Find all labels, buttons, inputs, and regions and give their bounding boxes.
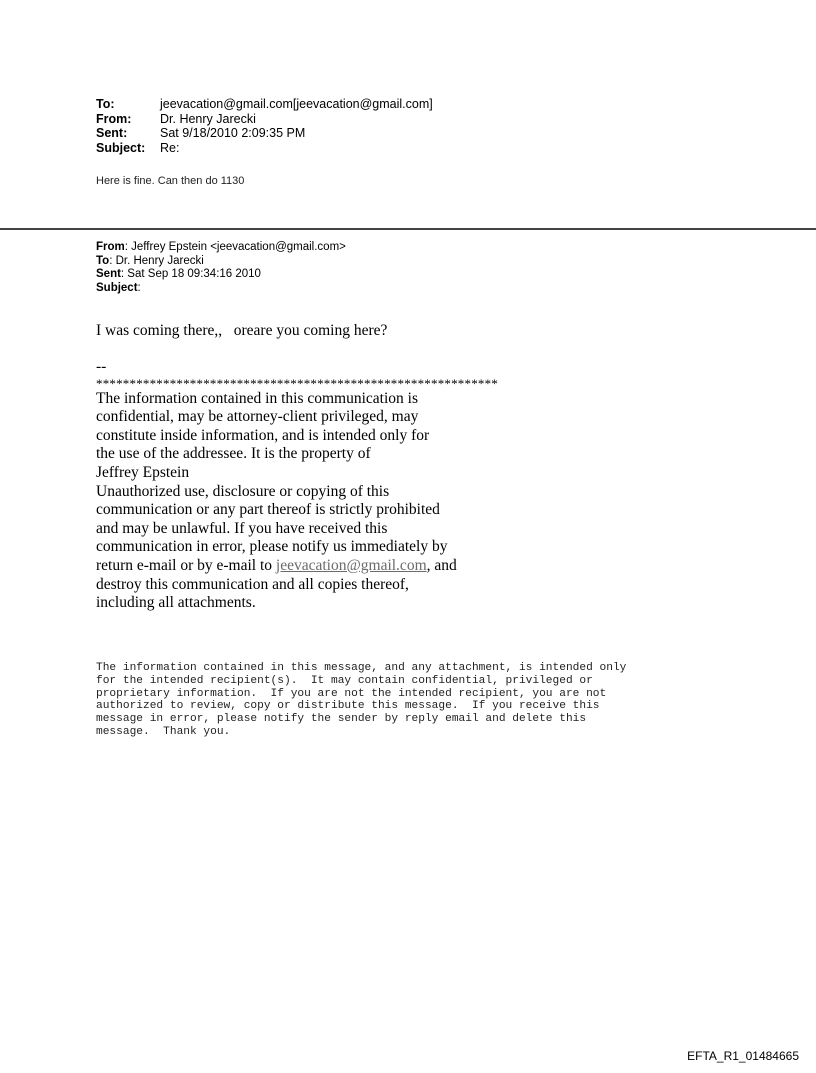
line-prefix: return e-mail or by e-mail to	[96, 556, 276, 574]
confidentiality-line: confidential, may be attorney-client privileged, may	[96, 408, 419, 426]
disclaimer-line: for the intended recipient(s). It may contain confidential, privileged or	[96, 674, 593, 687]
confidentiality-line: communication in error, please notify us immediately by	[96, 538, 448, 556]
document-id: EFTA_R1_01484665	[687, 1049, 799, 1063]
forwarded-header	[96, 241, 346, 295]
forwarded-sent-value: : Sat Sep 18 09:34:16 2010	[120, 268, 261, 281]
sent-label: Sent:	[96, 126, 128, 140]
forwarded-subject-label: Subject	[96, 281, 138, 294]
disclaimer-line: message. Thank you.	[96, 725, 231, 738]
confidentiality-line: the use of the addressee. It is the property of	[96, 445, 371, 463]
reply-body: Here is fine. Can then do 1130	[96, 175, 245, 187]
forwarded-to-label: To	[96, 254, 110, 267]
confidentiality-line: Jeffrey Epstein	[96, 463, 190, 481]
to-row	[96, 97, 433, 112]
confidentiality-line: and may be unlawful. If you have received this	[96, 519, 388, 537]
divider	[0, 228, 816, 230]
disclaimer-line: proprietary information. If you are not the intended recipient, you are not	[96, 687, 607, 700]
sent-row	[96, 126, 433, 141]
confidentiality-line: The information contained in this communication is	[96, 389, 418, 407]
confidentiality-line: Unauthorized use, disclosure or copying of this	[96, 482, 390, 500]
confidentiality-line: constitute inside information, and is intended only for	[96, 426, 430, 444]
signature-block	[96, 358, 498, 613]
message-body: I was coming there,, oreare you coming here?	[96, 322, 388, 339]
forwarded-to-row	[96, 255, 346, 269]
email-header	[96, 97, 433, 155]
forwarded-from-label: From	[96, 241, 125, 253]
forwarded-from-value: : Jeffrey Epstein <jeevacation@gmail.com>	[124, 241, 346, 253]
to-value: jeevacation@gmail.com[jeevacation@gmail.com]	[160, 97, 433, 111]
confidentiality-line-with-link	[96, 557, 498, 576]
forwarded-to-value: : Dr. Henry Jarecki	[109, 254, 204, 267]
email-link[interactable]: jeevacation@gmail.com	[275, 556, 427, 574]
forwarded-subject-value: :	[137, 281, 141, 294]
sent-value: Sat 9/18/2010 2:09:35 PM	[160, 126, 306, 140]
confidentiality-line: destroy this communication and all copies thereof,	[96, 575, 409, 593]
subject-row	[96, 141, 433, 156]
disclaimer-block	[96, 662, 626, 739]
signature-dashes: --	[96, 358, 107, 375]
from-value: Dr. Henry Jarecki	[160, 111, 256, 126]
forwarded-from-row	[96, 241, 346, 255]
forwarded-sent-label: Sent	[96, 268, 121, 281]
from-row	[96, 112, 433, 127]
disclaimer-line: message in error, please notify the sender by reply email and delete this	[96, 713, 587, 726]
disclaimer-line: The information contained in this message, and any attachment, is intended only	[96, 662, 627, 674]
confidentiality-line: including all attachments.	[96, 594, 256, 612]
signature-stars: ************************************************************	[96, 375, 498, 391]
forwarded-subject-row	[96, 282, 346, 296]
to-label: To:	[96, 97, 115, 111]
disclaimer-line: authorized to review, copy or distribute this message. If you receive this	[96, 700, 600, 713]
subject-label: Subject:	[96, 140, 146, 155]
subject-value: Re:	[160, 140, 180, 155]
line-suffix: , and	[426, 556, 457, 574]
from-label: From:	[96, 111, 132, 126]
confidentiality-line: communication or any part thereof is strictly prohibited	[96, 501, 440, 519]
forwarded-sent-row	[96, 268, 346, 282]
